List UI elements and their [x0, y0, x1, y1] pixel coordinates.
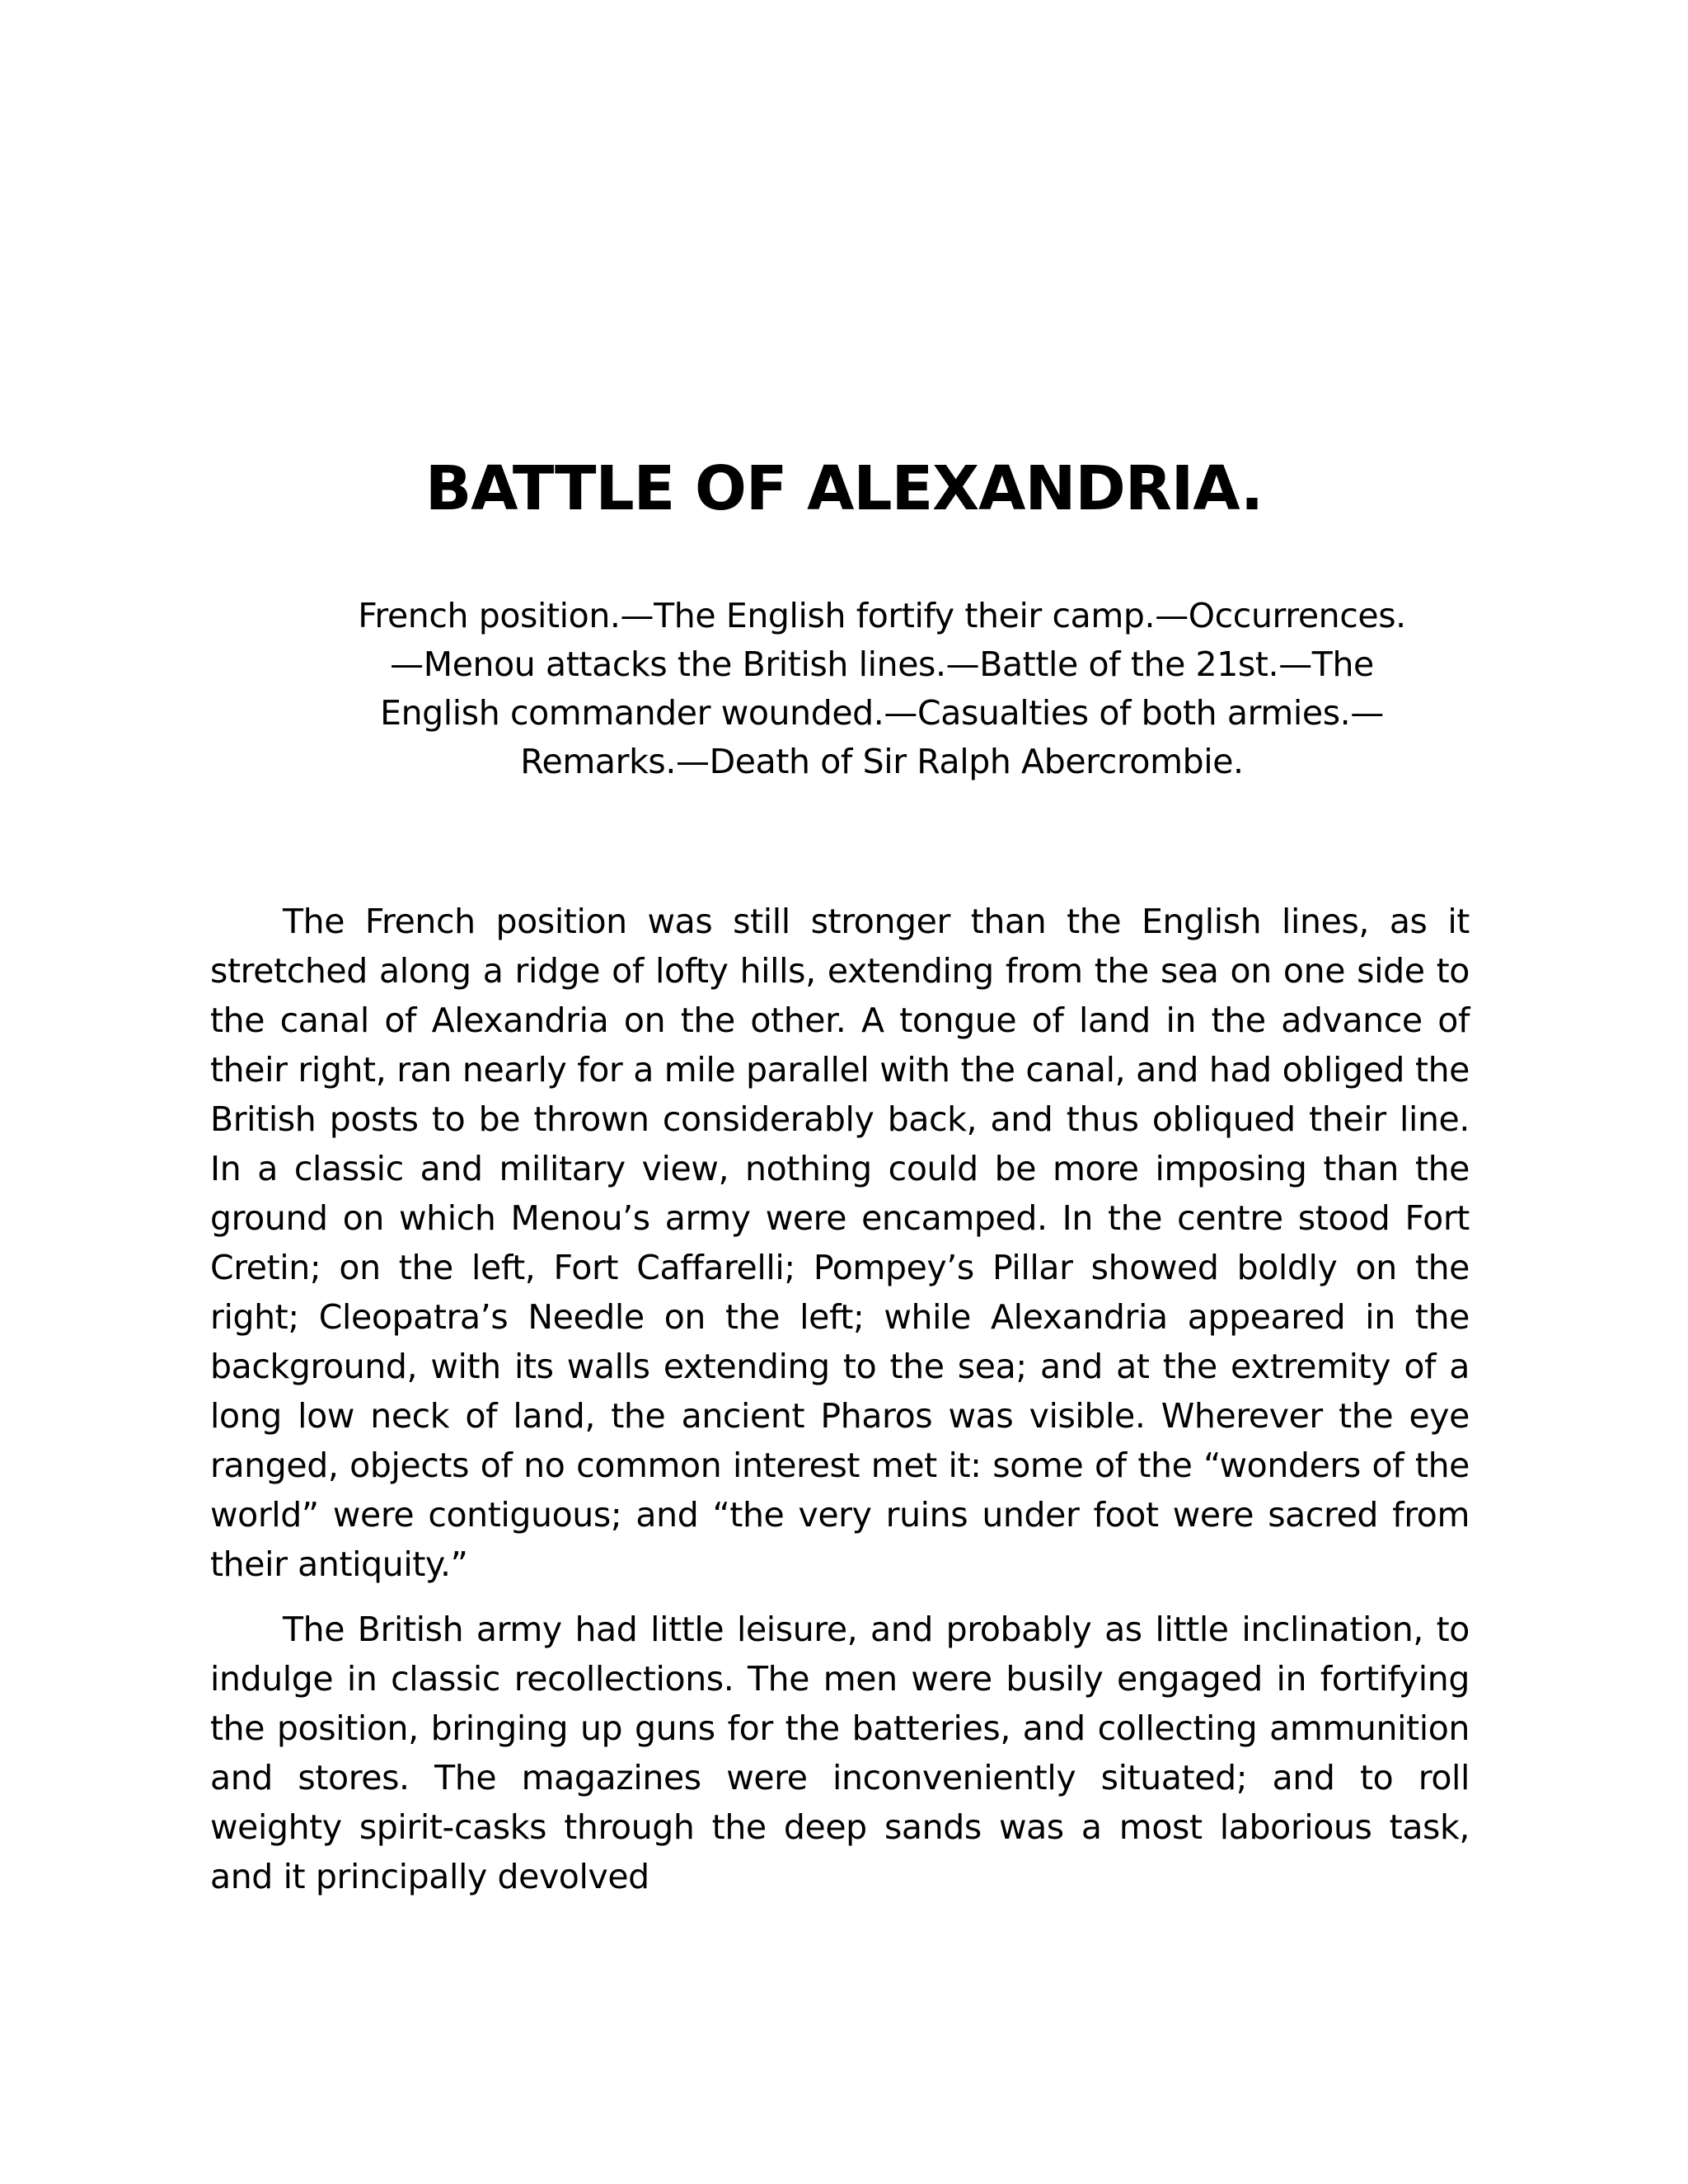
- body-text: [210, 897, 1470, 1917]
- chapter-synopsis: French position.—The English fortify their camp.—Occurrences.—Menou attacks the British lines.—Battle of the 21st.—The English commander wounded.—Casualties of both armies.—Remarks.—Death of Sir Ralph Abercrombie.: [358, 596, 1406, 781]
- chapter-title: BATTLE OF ALEXANDRIA.: [424, 453, 1264, 524]
- paragraph-1: The French position was still stronger than the English lines, as it stretched along a ridge of lofty hills, extending from the sea on one side to the canal of Alexandria on the other. A tongue of land in the advance of their right, ran nearly for a mile parallel with the canal, and had obliged the British posts to be thrown considerably back, and thus obliqued their line. In a classic and military view, nothing could be more imposing than the ground on which Menou’s army were encamped. In the centre stood Fort Cretin; on the left, Fort Caffarelli; Pompey’s Pillar showed boldly on the right; Cleopatra’s Needle on the left; while Alexandria appeared in the background, with its walls extending to the sea; and at the extremity of a long low neck of land, the ancient Pharos was visible. Wherever the eye ranged, objects of no common interest met it: some of the “wonders of the world” were contiguous; and “the very ruins under foot were sacred from their antiquity.”: [210, 902, 1470, 1584]
- paragraph-2: The British army had little leisure, and probably as little inclination, to indulge in classic recollections. The men were busily engaged in fortifying the position, bringing up guns for the batteries, and collecting ammunition and stores. The magazines were inconveniently situated; and to roll weighty spirit-casks through the deep sands was a most laborious task, and it principally devolved: [210, 1610, 1470, 1896]
